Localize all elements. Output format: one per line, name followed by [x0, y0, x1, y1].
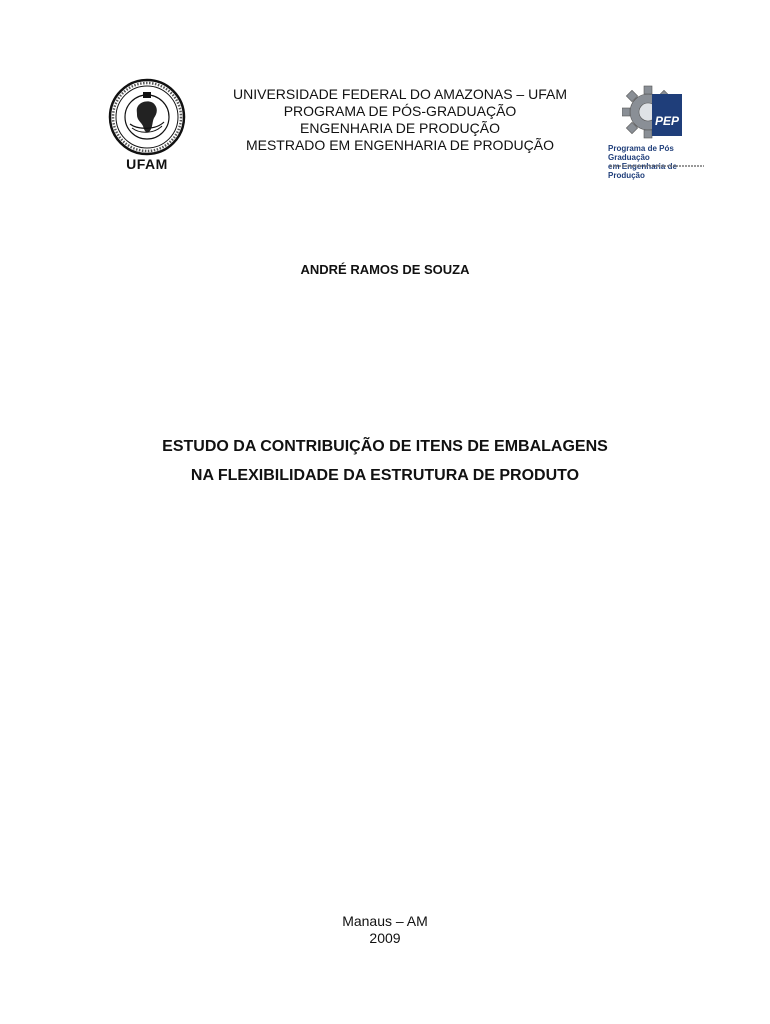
footer-place: Manaus – AM	[342, 913, 428, 929]
header-line-university: UNIVERSIDADE FEDERAL DO AMAZONAS – UFAM	[233, 86, 567, 102]
ufam-label: UFAM	[126, 156, 168, 172]
pep-caption-line-2: em Engenharia de Produção	[608, 162, 677, 180]
footer-place-year	[0, 913, 770, 947]
ufam-seal-icon	[108, 78, 186, 156]
title-line-2: NA FLEXIBILIDADE DA ESTRUTURA DE PRODUTO	[190, 467, 580, 484]
header-line-program: PROGRAMA DE PÓS-GRADUAÇÃO	[283, 103, 517, 119]
institution-header	[200, 86, 600, 154]
gear-icon	[622, 82, 684, 142]
footer-year: 2009	[369, 930, 401, 946]
ufam-logo	[104, 78, 190, 174]
pep-badge-text: PEP	[654, 114, 680, 128]
author-name: ANDRÉ RAMOS DE SOUZA	[300, 262, 470, 277]
header-line-masters: MESTRADO EM ENGENHARIA DE PRODUÇÃO	[245, 137, 555, 153]
pep-fine-print-decoration	[608, 164, 708, 168]
pep-caption-line-1: Programa de Pós Graduação	[608, 144, 674, 162]
pep-logo	[608, 82, 708, 180]
header-line-engineering: ENGENHARIA DE PRODUÇÃO	[300, 120, 500, 136]
thesis-title	[0, 432, 770, 490]
title-line-1: ESTUDO DA CONTRIBUIÇÃO DE ITENS DE EMBALAGENS	[162, 438, 608, 455]
pep-caption	[608, 144, 708, 180]
